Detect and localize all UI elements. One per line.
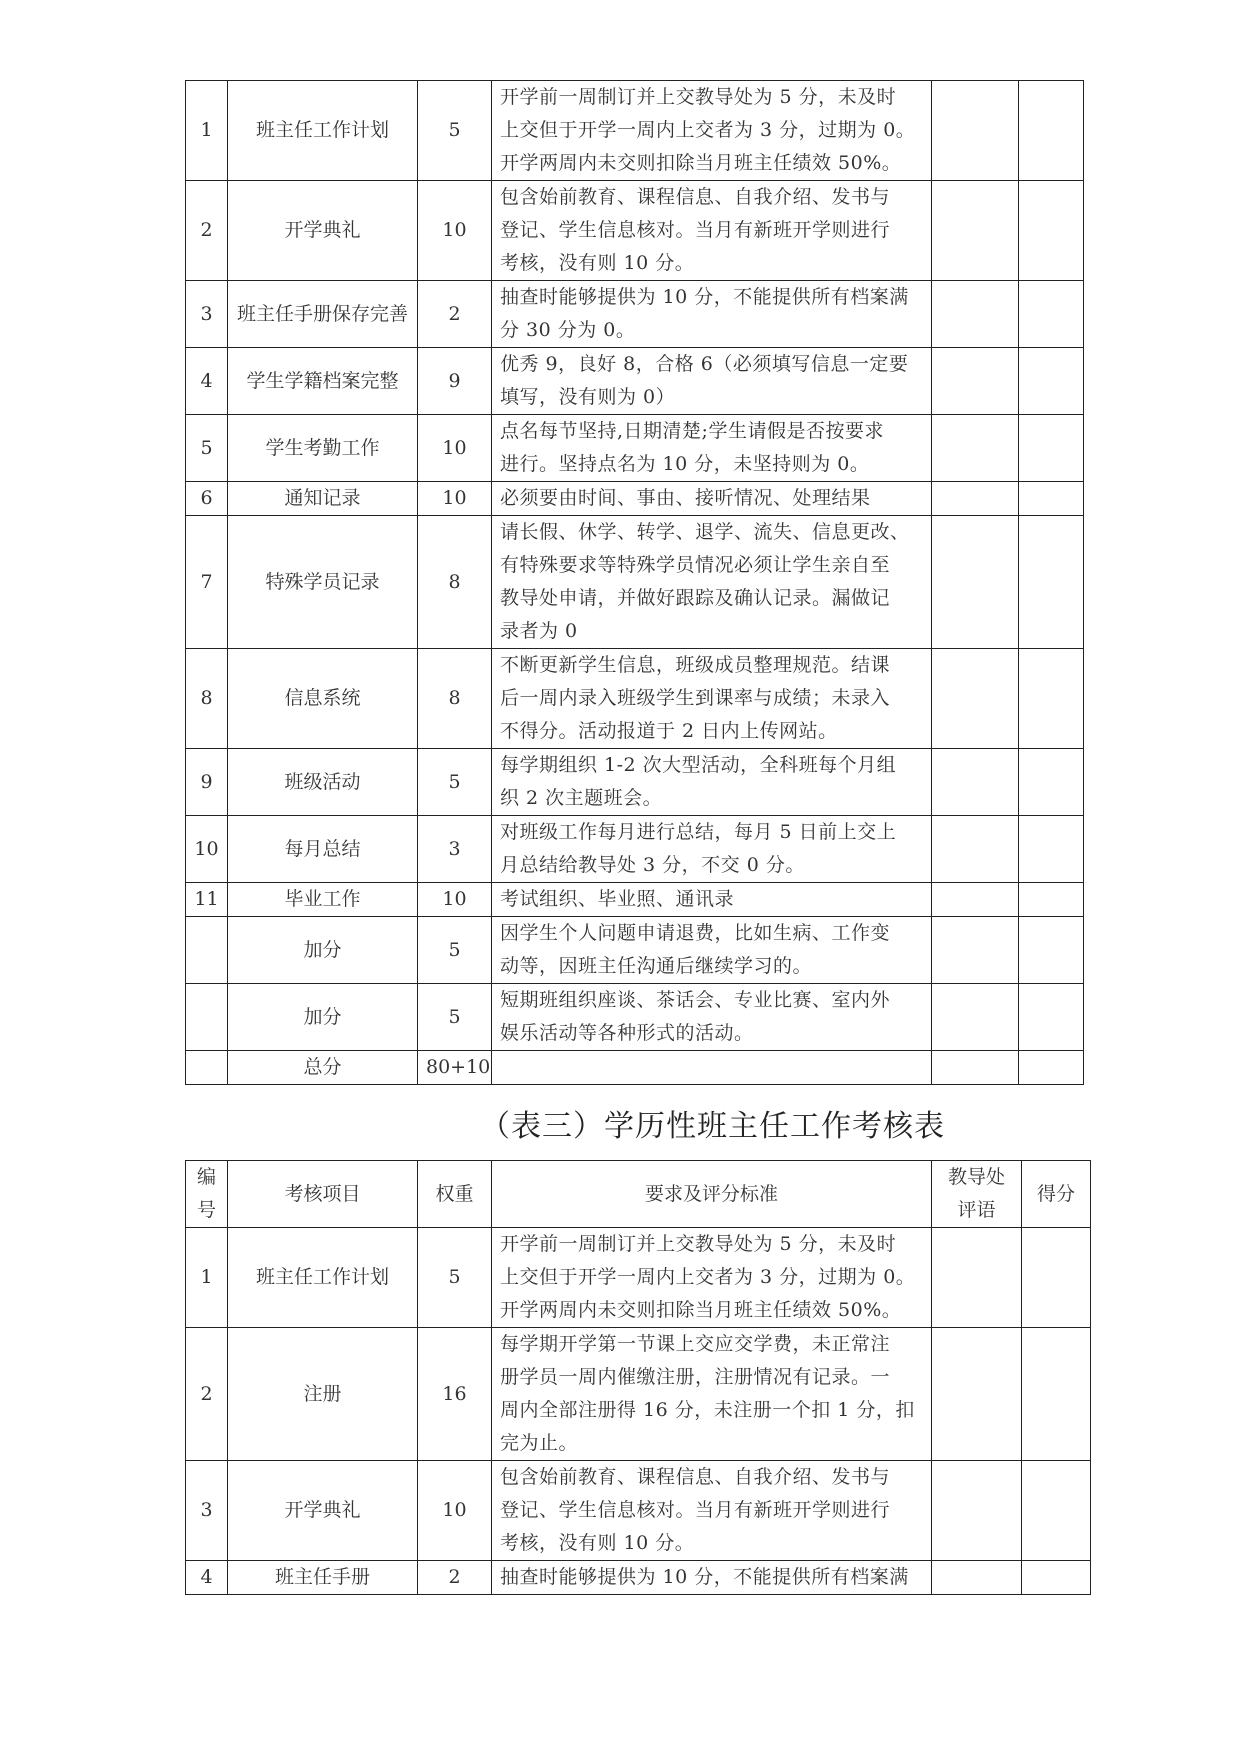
row-requirements <box>492 1328 932 1461</box>
requirement-line: 完为止。 <box>500 1432 579 1454</box>
row-item: 学生考勤工作 <box>228 415 418 482</box>
row-weight: 5 <box>418 749 492 816</box>
requirement-line: 织 2 次主题班会。 <box>500 787 663 809</box>
row-comment <box>932 917 1019 984</box>
row-weight: 10 <box>418 181 492 281</box>
table-row <box>186 281 1084 348</box>
requirement-line: 请长假、休学、转学、退学、流失、信息更改、 <box>500 521 910 543</box>
row-comment <box>932 1228 1022 1328</box>
row-weight: 5 <box>418 984 492 1051</box>
requirement-line: 录者为 0 <box>500 620 578 642</box>
row-number: 1 <box>186 81 228 181</box>
requirement-line: 抽查时能够提供为 10 分，不能提供所有档案满 <box>500 286 909 308</box>
requirement-line: 包含始前教育、课程信息、自我介绍、发书与 <box>500 186 891 208</box>
row-comment <box>932 81 1019 181</box>
row-requirements <box>492 181 932 281</box>
header-comment <box>932 1161 1022 1228</box>
row-item: 班主任手册保存完善 <box>228 281 418 348</box>
requirement-line: 上交但于开学一周内上交者为 3 分，过期为 0。 <box>500 119 916 141</box>
table-row <box>186 1561 1091 1595</box>
row-number: 4 <box>186 348 228 415</box>
row-requirements <box>492 649 932 749</box>
row-score <box>1019 649 1084 749</box>
requirement-line: 考核，没有则 10 分。 <box>500 1532 695 1554</box>
requirement-line: 上交但于开学一周内上交者为 3 分，过期为 0。 <box>500 1266 916 1288</box>
requirement-line: 分 30 分为 0。 <box>500 319 636 341</box>
requirement-line: 每学期组织 1-2 次大型活动，全科班每个月组 <box>500 754 897 776</box>
requirement-line: 考试组织、毕业照、通讯录 <box>500 888 735 910</box>
requirement-line: 不得分。活动报道于 2 日内上传网站。 <box>500 720 838 742</box>
row-weight: 80+10 <box>418 1051 492 1085</box>
row-weight: 10 <box>418 1461 492 1561</box>
requirement-line <box>500 1051 923 1084</box>
row-number: 1 <box>186 1228 228 1328</box>
requirement-line: 月总结给教导处 3 分，不交 0 分。 <box>500 854 805 876</box>
row-item: 班主任工作计划 <box>228 1228 418 1328</box>
table-row <box>186 181 1084 281</box>
header-requirements: 要求及评分标准 <box>492 1161 932 1228</box>
row-comment <box>932 1461 1022 1561</box>
requirement-line: 开学两周内未交则扣除当月班主任绩效 50%。 <box>500 1299 902 1321</box>
row-requirements <box>492 883 932 917</box>
row-comment <box>932 749 1019 816</box>
row-score <box>1022 1561 1091 1595</box>
row-requirements <box>492 281 932 348</box>
row-comment <box>932 649 1019 749</box>
row-weight: 3 <box>418 816 492 883</box>
row-item: 班主任手册 <box>228 1561 418 1595</box>
row-weight: 5 <box>418 81 492 181</box>
row-requirements <box>492 984 932 1051</box>
row-number: 8 <box>186 649 228 749</box>
row-comment <box>932 482 1019 516</box>
table-row <box>186 816 1084 883</box>
row-score <box>1019 281 1084 348</box>
requirement-line: 登记、学生信息核对。当月有新班开学则进行 <box>500 219 891 241</box>
requirement-line: 对班级工作每月进行总结，每月 5 日前上交上 <box>500 821 897 843</box>
row-requirements <box>492 749 932 816</box>
row-requirements <box>492 1561 932 1595</box>
row-item: 特殊学员记录 <box>228 516 418 649</box>
row-comment <box>932 281 1019 348</box>
row-item: 开学典礼 <box>228 181 418 281</box>
row-weight: 8 <box>418 516 492 649</box>
header-no-line: 编 <box>196 1166 216 1188</box>
row-number: 6 <box>186 482 228 516</box>
row-comment <box>932 1051 1019 1085</box>
requirement-line: 动等，因班主任沟通后继续学习的。 <box>500 955 813 977</box>
header-no <box>186 1161 228 1228</box>
row-number: 2 <box>186 1328 228 1461</box>
row-item: 加分 <box>228 917 418 984</box>
row-comment <box>932 883 1019 917</box>
row-score <box>1019 415 1084 482</box>
requirement-line: 开学前一周制订并上交教导处为 5 分，未及时 <box>500 1233 897 1255</box>
row-weight: 10 <box>418 883 492 917</box>
requirement-line: 后一周内录入班级学生到课率与成绩；未录入 <box>500 687 891 709</box>
requirement-line: 抽查时能够提供为 10 分，不能提供所有档案满 <box>500 1566 909 1588</box>
row-comment <box>932 1561 1022 1595</box>
row-number <box>186 917 228 984</box>
row-item: 注册 <box>228 1328 418 1461</box>
row-weight: 9 <box>418 348 492 415</box>
table-title: （表三）学历性班主任工作考核表 <box>480 1109 945 1144</box>
row-comment <box>932 816 1019 883</box>
row-requirements <box>492 516 932 649</box>
requirement-line: 优秀 9，良好 8，合格 6（必须填写信息一定要 <box>500 353 909 375</box>
table-row <box>186 984 1084 1051</box>
row-comment <box>932 415 1019 482</box>
row-score <box>1019 883 1084 917</box>
row-comment <box>932 1328 1022 1461</box>
row-item: 开学典礼 <box>228 1461 418 1561</box>
row-requirements <box>492 816 932 883</box>
row-number: 5 <box>186 415 228 482</box>
requirement-line: 册学员一周内催缴注册，注册情况有记录。一 <box>500 1366 891 1388</box>
row-requirements <box>492 415 932 482</box>
row-number <box>186 984 228 1051</box>
row-item: 通知记录 <box>228 482 418 516</box>
row-requirements <box>492 1051 932 1085</box>
header-row <box>186 1161 1091 1228</box>
row-score <box>1019 482 1084 516</box>
row-weight: 5 <box>418 1228 492 1328</box>
row-weight: 5 <box>418 917 492 984</box>
row-weight: 8 <box>418 649 492 749</box>
row-score <box>1019 181 1084 281</box>
assessment-table-continued <box>185 80 1084 1085</box>
requirement-line: 填写，没有则为 0） <box>500 386 676 408</box>
requirement-line: 开学前一周制订并上交教导处为 5 分，未及时 <box>500 86 897 108</box>
row-number: 3 <box>186 281 228 348</box>
row-score <box>1022 1228 1091 1328</box>
table-row <box>186 917 1084 984</box>
row-score <box>1019 516 1084 649</box>
row-number: 10 <box>186 816 228 883</box>
table-row <box>186 1328 1091 1461</box>
header-score: 得分 <box>1022 1161 1091 1228</box>
table-row <box>186 883 1084 917</box>
row-score <box>1019 81 1084 181</box>
row-score <box>1019 749 1084 816</box>
header-no-line: 号 <box>196 1199 216 1221</box>
row-weight: 2 <box>418 1561 492 1595</box>
row-score <box>1019 984 1084 1051</box>
row-number: 3 <box>186 1461 228 1561</box>
requirement-line: 短期班组织座谈、茶话会、专业比赛、室内外 <box>500 989 891 1011</box>
row-score <box>1019 1051 1084 1085</box>
row-requirements <box>492 917 932 984</box>
row-number: 4 <box>186 1561 228 1595</box>
requirement-line: 有特殊要求等特殊学员情况必须让学生亲自至 <box>500 554 891 576</box>
assessment-table-3 <box>185 1160 1091 1595</box>
row-weight: 2 <box>418 281 492 348</box>
table-row <box>186 749 1084 816</box>
table-row <box>186 1051 1084 1085</box>
row-requirements <box>492 1461 932 1561</box>
row-requirements <box>492 482 932 516</box>
row-number: 9 <box>186 749 228 816</box>
row-number: 2 <box>186 181 228 281</box>
requirement-line: 教导处申请，并做好跟踪及确认记录。漏做记 <box>500 587 891 609</box>
row-comment <box>932 348 1019 415</box>
row-score <box>1019 917 1084 984</box>
row-number: 7 <box>186 516 228 649</box>
requirement-line: 必须要由时间、事由、接听情况、处理结果 <box>500 487 871 509</box>
row-comment <box>932 516 1019 649</box>
row-item: 总分 <box>228 1051 418 1085</box>
requirement-line: 登记、学生信息核对。当月有新班开学则进行 <box>500 1499 891 1521</box>
table-row <box>186 482 1084 516</box>
requirement-line: 进行。坚持点名为 10 分，未坚持则为 0。 <box>500 453 870 475</box>
requirement-line: 因学生个人问题申请退费，比如生病、工作变 <box>500 922 891 944</box>
row-score <box>1019 348 1084 415</box>
row-item: 每月总结 <box>228 816 418 883</box>
table-row <box>186 1228 1091 1328</box>
requirement-line: 包含始前教育、课程信息、自我介绍、发书与 <box>500 1466 891 1488</box>
row-comment <box>932 181 1019 281</box>
row-number: 11 <box>186 883 228 917</box>
requirement-line: 每学期开学第一节课上交应交学费，未正常注 <box>500 1333 891 1355</box>
row-score <box>1022 1461 1091 1561</box>
table-body <box>186 1161 1091 1595</box>
requirement-line: 开学两周内未交则扣除当月班主任绩效 50%。 <box>500 152 902 174</box>
table-body <box>186 81 1084 1085</box>
table-row <box>186 1461 1091 1561</box>
row-score <box>1019 816 1084 883</box>
row-item: 加分 <box>228 984 418 1051</box>
requirement-line: 不断更新学生信息，班级成员整理规范。结课 <box>500 654 891 676</box>
row-requirements <box>492 348 932 415</box>
table-row <box>186 415 1084 482</box>
header-comment-line: 教导处 <box>947 1166 1005 1188</box>
table-row <box>186 649 1084 749</box>
row-weight: 10 <box>418 482 492 516</box>
header-comment-line: 评语 <box>957 1199 996 1221</box>
row-number <box>186 1051 228 1085</box>
table-row <box>186 516 1084 649</box>
row-weight: 16 <box>418 1328 492 1461</box>
requirement-line: 考核，没有则 10 分。 <box>500 252 695 274</box>
header-weight: 权重 <box>418 1161 492 1228</box>
row-item: 班主任工作计划 <box>228 81 418 181</box>
row-item: 学生学籍档案完整 <box>228 348 418 415</box>
requirement-line: 点名每节坚持,日期清楚;学生请假是否按要求 <box>500 420 884 442</box>
row-item: 信息系统 <box>228 649 418 749</box>
row-score <box>1022 1328 1091 1461</box>
requirement-line: 娱乐活动等各种形式的活动。 <box>500 1022 754 1044</box>
table-row <box>186 81 1084 181</box>
requirement-line: 周内全部注册得 16 分，未注册一个扣 1 分，扣 <box>500 1399 915 1421</box>
row-item: 毕业工作 <box>228 883 418 917</box>
table-row <box>186 348 1084 415</box>
row-requirements <box>492 81 932 181</box>
row-comment <box>932 984 1019 1051</box>
header-item: 考核项目 <box>228 1161 418 1228</box>
row-requirements <box>492 1228 932 1328</box>
row-item: 班级活动 <box>228 749 418 816</box>
row-weight: 10 <box>418 415 492 482</box>
